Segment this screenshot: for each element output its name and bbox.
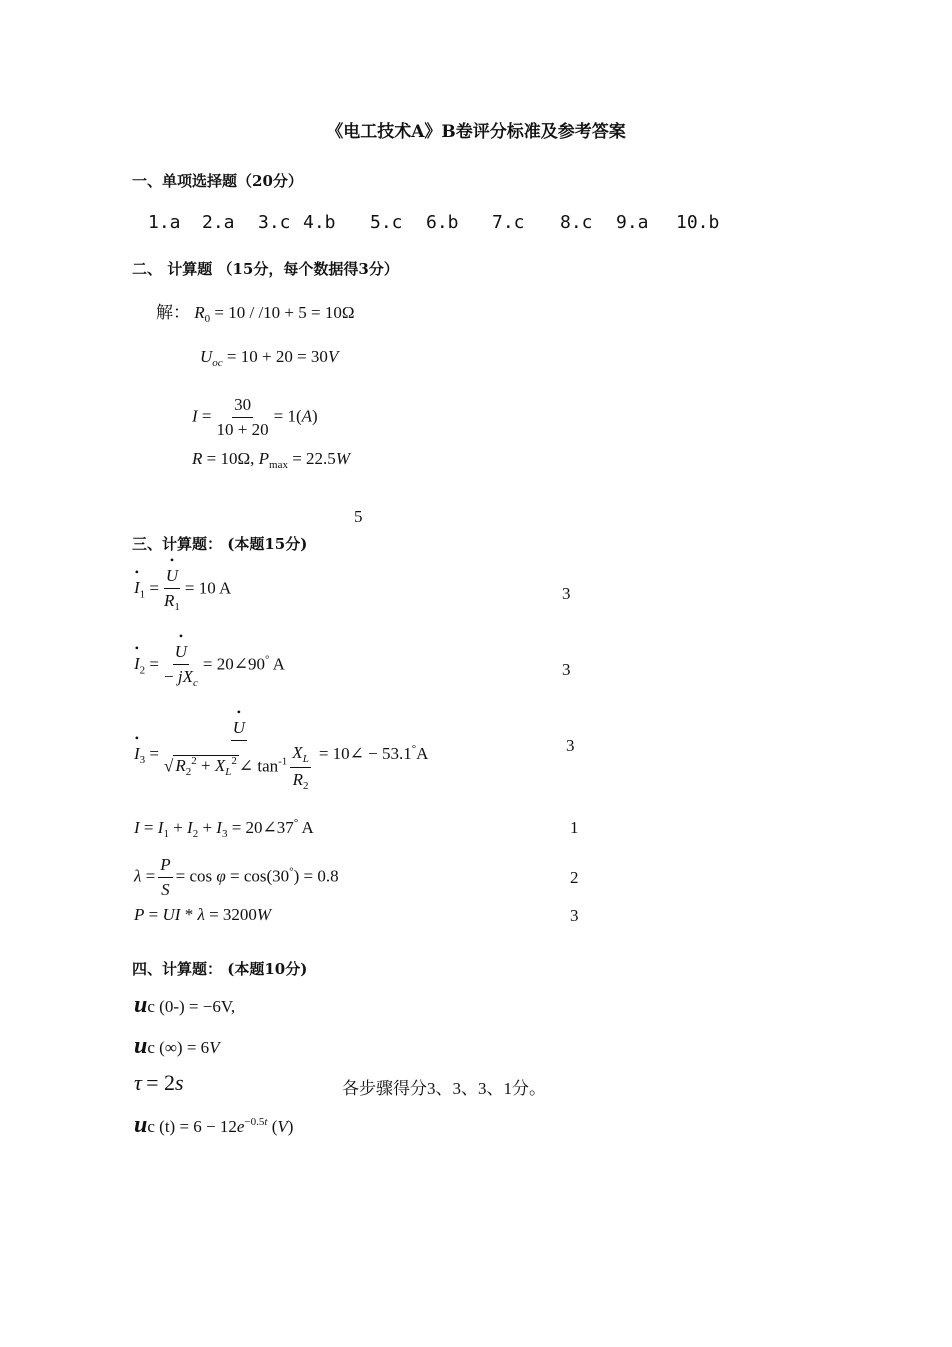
sec3-i2-equation: • $I_2$ = • $\frac{U}{- jX_c}$ = 20∠90° A	[134, 642, 285, 689]
sec4-tau-equation: τ = 2s	[134, 1070, 184, 1095]
document-title: 《电工技术A》B卷评分标准及参考答案	[326, 122, 626, 142]
sec3-i3-equation: • $I_3$ = • U √ $R_2^2 + X_L^2$ ∠ $\tan^{-1}$ $\frac{X_L}{R_2}$ = 10∠ − 53.1°A	[134, 718, 428, 792]
answer-1: 1.a	[148, 212, 181, 233]
sec4-scoring-note: 各步骤得分3、3、3、1分。	[342, 1079, 546, 1098]
section-2-heading: 二、 计算题 （15分，每个数据得3分）	[132, 260, 399, 278]
score-total-current: 1	[570, 818, 579, 837]
section-4-heading: 四、计算题： (本题10分)	[132, 960, 308, 978]
sec3-power-factor-equation: λ = $\frac{P}{S}$ = cos φ = cos(30°) = 0.8	[134, 855, 339, 899]
sec2-solution-line-1: 解： $R_0 = 10 / /10 + 5 = 10\Omega$	[156, 303, 355, 325]
sec3-power-equation: P = UI * λ = 3200W	[134, 905, 272, 924]
answer-5: 5.c	[370, 212, 403, 233]
answer-4: 4.b	[303, 212, 336, 233]
sec2-pmax-equation: R = 10Ω, $P_{max} = 22.5W$	[192, 449, 350, 471]
score-power-factor: 2	[570, 868, 579, 887]
solve-label: 解：	[156, 303, 190, 322]
sec3-total-current-equation: $I = I_1 + I_2 + I_3$ = 20∠37° A	[134, 817, 314, 840]
sec2-current-equation: I = $\frac{30}{10 + 20}$ = 1(A)	[192, 395, 318, 439]
sec4-uc-initial-equation: uc (0-) = −6V,	[134, 992, 236, 1018]
score-i2: 3	[562, 660, 571, 679]
answer-10: 10.b	[676, 212, 720, 233]
sec4-uc-infinity-equation: uc (∞) = 6V	[134, 1033, 220, 1059]
sec2-uoc-equation: $U_{oc} = 10 + 20 = 30V$	[200, 347, 339, 369]
score-power: 3	[570, 906, 579, 925]
section-3-heading: 三、计算题： (本题15分)	[132, 535, 308, 553]
score-i3: 3	[566, 736, 575, 755]
answer-8: 8.c	[560, 212, 593, 233]
answer-2: 2.a	[202, 212, 235, 233]
answer-9: 9.a	[616, 212, 649, 233]
section-1-heading: 一、单项选择题（20分）	[132, 172, 303, 190]
sec4-uc-t-equation: uc $(t) = 6 - 12e^{-0.5t}$ (V)	[134, 1112, 294, 1138]
score-i1: 3	[562, 584, 571, 603]
page-number: 5	[354, 507, 363, 526]
answer-3: 3.c	[258, 212, 291, 233]
sec3-i1-equation: • $I_1$ = • $\frac{U}{R_1}$ = 10 A	[134, 566, 231, 613]
answer-6: 6.b	[426, 212, 459, 233]
answer-7: 7.c	[492, 212, 525, 233]
